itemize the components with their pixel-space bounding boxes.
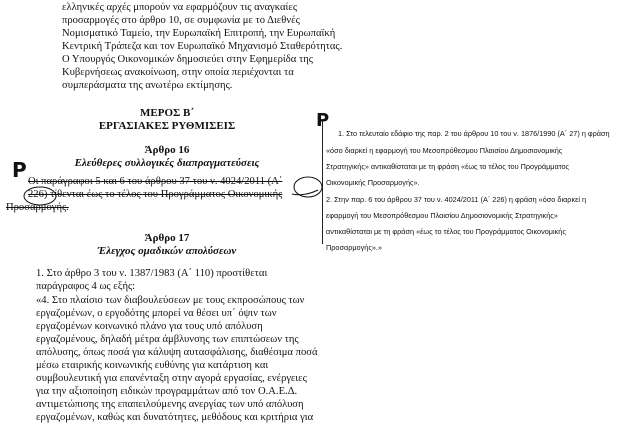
article-17-body-line: «4. Στο πλαίσιο των διαβουλεύσεων με τους εκπροσώπους των [36, 295, 305, 306]
top-paragraph-line: Κεντρική Τράπεζα και τον Ευρωπαϊκό Μηχανισμό Σταθερότητας. [62, 41, 343, 52]
side-note-line: «όσο διαρκεί η εφαρμογή του Μεσοπρόθεσμου Πλαισίου Δημοσιονομικής [326, 146, 563, 155]
top-paragraph-line: Νομισματικό Ταμείο, την Ευρωπαϊκή Επιτροπή, την Ευρωπαϊκή [62, 28, 336, 39]
handwritten-mark-right: P [316, 110, 330, 131]
handwritten-mark-left: P [12, 158, 27, 182]
side-note-line: αντικαθίσταται με τη φράση «έως το τέλος του Προγράμματος Οικονομικής [326, 227, 566, 236]
side-note-line: εφαρμογή του Μεσοπρόθεσμου Πλαισίου Δημοσιονομικής Στρατηγικής» [326, 211, 558, 220]
side-note-line: Στρατηγικής» αντικαθίσταται με τη φράση «έως το τέλος του Προγράμματος [326, 162, 570, 171]
article-17-body-line: εργαζομένων, καθώς και δυνατότητες, μεθόδους και κριτήρια για [36, 412, 314, 423]
part-title: ΕΡΓΑΣΙΑΚΕΣ ΡΥΘΜΙΣΕΙΣ [98, 120, 236, 132]
article-17-number: Άρθρο 17 [144, 232, 190, 244]
article-17-body-line: απόλυσης, όπως ποσά για κάλυψη αυτασφάλισης, διαθέσιμα ποσά [36, 347, 318, 358]
article-17-body-line: μέσω εταιρικής κοινωνικής ευθύνης για κατάρτιση και [36, 360, 269, 371]
article-16-title: Ελεύθερες συλλογικές διαπραγματεύσεις [74, 157, 260, 169]
top-paragraph-line: συμπεράσματα της ανωτέρω εκτίμησης. [62, 80, 233, 91]
article-17-intro-line: 1. Στο άρθρο 3 του ν. 1387/1983 (Α΄ 110) προστίθεται [36, 268, 268, 279]
article-17-body-line: συμβουλευτική για επανένταξη στην αγορά εργασίας, ενέργειες [36, 373, 307, 384]
struck-line: Οι παράγραφοι 5 και 6 του άρθρου 37 του ν. 4024/2011 (Α΄ [28, 176, 283, 187]
article-16-number: Άρθρο 16 [144, 144, 190, 156]
top-paragraph-line: προσαρμογές στο άρθρο 10, σε συμφωνία με το Διεθνές [62, 15, 300, 26]
side-note-line: 2. Στην παρ. 6 του άρθρου 37 του ν. 4024/2011 (Α΄ 226) η φράση «όσο διαρκεί η [326, 195, 587, 204]
side-note-line: 1. Στο τελευταίο εδάφιο της παρ. 2 του άρθρου 10 του ν. 1876/1990 (Α΄ 27) η φράση [338, 129, 610, 138]
struck-line: Προσαρμογής. [6, 202, 69, 213]
side-note-line: Προσαρμογής».» [326, 243, 382, 252]
article-17-title: Έλεγχος ομαδικών απολύσεων [97, 245, 237, 257]
top-paragraph-line: ελληνικές αρχές μπορούν να εφαρμόζουν τις αναγκαίες [62, 2, 298, 13]
article-17-intro-line: παράγραφος 4 ως εξής: [36, 281, 136, 292]
article-17-body-line: εργαζομένους, δηλαδή μέτρα άμβλυνσης των επιπτώσεων της [36, 334, 299, 345]
top-paragraph-line: Ο Υπουργός Οικονομικών δημοσιεύει στην Εφημερίδα της [62, 54, 313, 65]
article-17-body-line: εργαζομένων, ο εργοδότης μπορεί να θέσει υπ΄ όψιν των [36, 308, 277, 319]
article-17-body-line: για την αξιοποίηση ειδικών προγραμμάτων από τον Ο.Α.Ε.Δ. [36, 386, 298, 397]
article-17-body-line: αντιμετώπισης της επαπειλούμενης ανεργίας των υπό απόλυση [36, 399, 304, 410]
struck-line: 226) τίθενται έως το τέλος του Προγράμματος Οικονομικής [28, 189, 283, 200]
part-heading: ΜΕΡΟΣ Β΄ [140, 107, 194, 119]
top-paragraph-line: Κυβερνήσεως ανακοίνωση, στην οποία περιέχονται τα [62, 67, 294, 78]
side-note-line: Οικονομικής Προσαρμογής». [326, 178, 420, 187]
article-17-body-line: εργαζομένων κοινωνικό πλάνο για τους υπό απόλυση [36, 321, 263, 332]
